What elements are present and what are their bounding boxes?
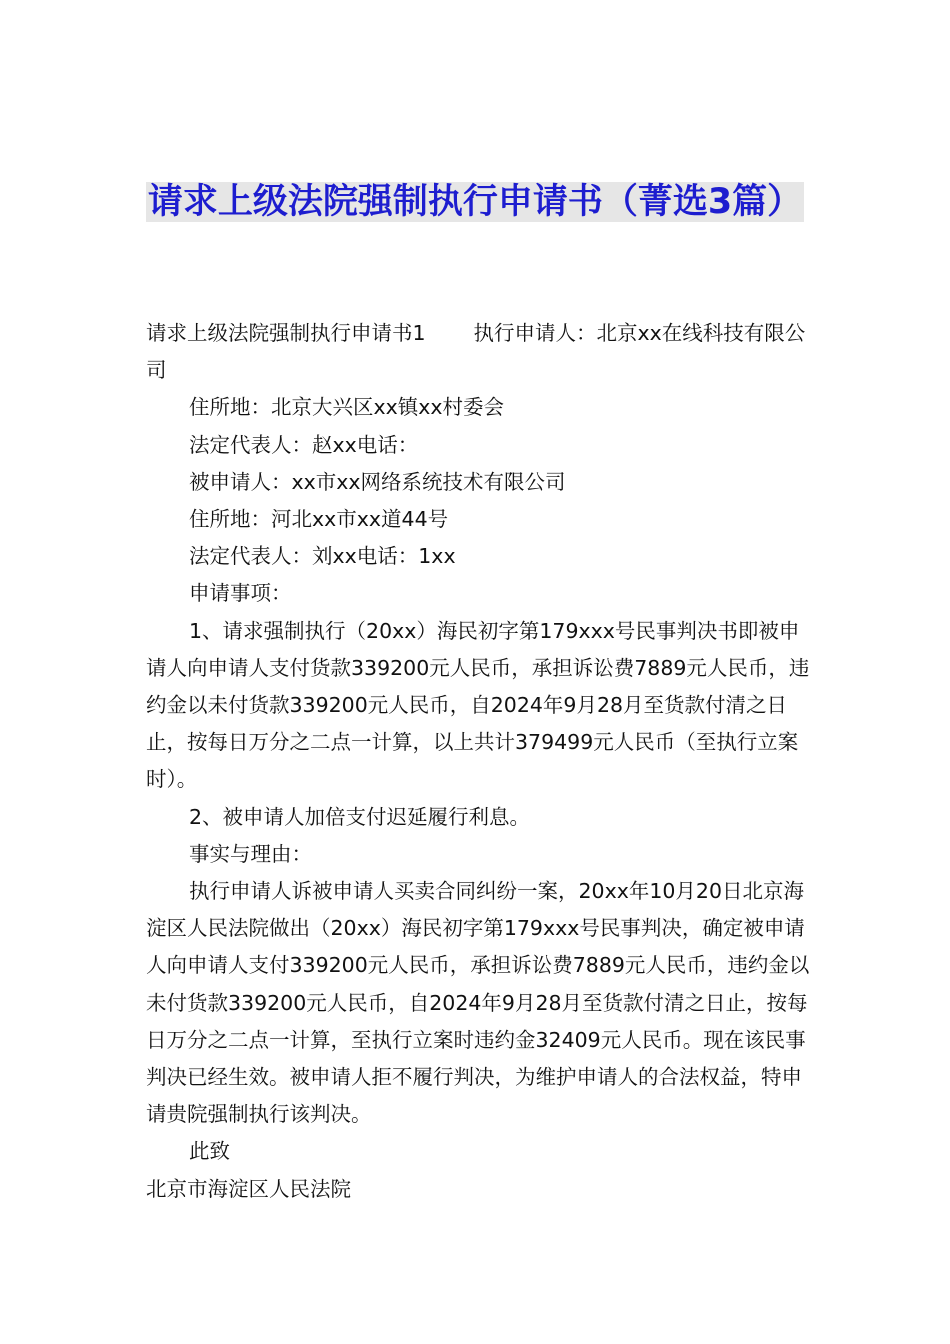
recipient-court: 北京市海淀区人民法院 — [146, 1176, 351, 1201]
document-title-text: 请求上级法院强制执行申请书（菁选3篇） — [147, 182, 803, 222]
closing-salutation: 此致 — [189, 1139, 230, 1164]
facts-heading: 事实与理由： — [189, 841, 312, 866]
respondent-address: 住所地：河北xx市xx道44号 — [189, 507, 449, 532]
respondent-representative: 法定代表人：刘xx电话：1xx — [189, 544, 456, 569]
claim-item-1: 1、请求强制执行（20xx）海民初字第179xxx号民事判决书即被申请人向申请人支付货款339200元人民币，承担诉讼费7889元人民币，违约金以未付货款339200元人民币，自2024年9月28月至货款付清之日止，按每日万分之二点一计算，以上共计379499元人民币（至执行立案时）。 — [146, 618, 810, 792]
applicant-address: 住所地：北京大兴区xx镇xx村委会 — [189, 395, 505, 420]
claim-item-2: 2、被申请人加倍支付迟延履行利息。 — [189, 804, 531, 829]
facts-paragraph: 执行申请人诉被申请人买卖合同纠纷一案，20xx年10月20日北京海淀区人民法院做出（20xx）海民初字第179xxx号民事判决，确定被申请人向申请人支付339200元人民币，承担诉讼费7889元人民币，违约金以未付货款339200元人民币，自2024年9月28月至货款付清之日止，按每日万分之二点一计算，至执行立案时违约金32409元人民币。现在该民事判决已经生效。被申请人拒不履行判决，为维护申请人的合法权益，特申请贵院强制执行该判决。 — [146, 879, 810, 1127]
applicant-line: 执行申请人：北京xx在线科技有限公司 — [146, 321, 806, 383]
first-line — [146, 315, 816, 389]
respondent-line: 被申请人：xx市xx网络系统技术有限公司 — [189, 469, 566, 494]
document-title — [120, 178, 830, 226]
document-body — [146, 315, 816, 1208]
claims-heading: 申请事项： — [189, 581, 292, 606]
section-heading: 请求上级法院强制执行申请书1 — [146, 321, 426, 345]
applicant-representative: 法定代表人：赵xx电话： — [189, 432, 419, 457]
